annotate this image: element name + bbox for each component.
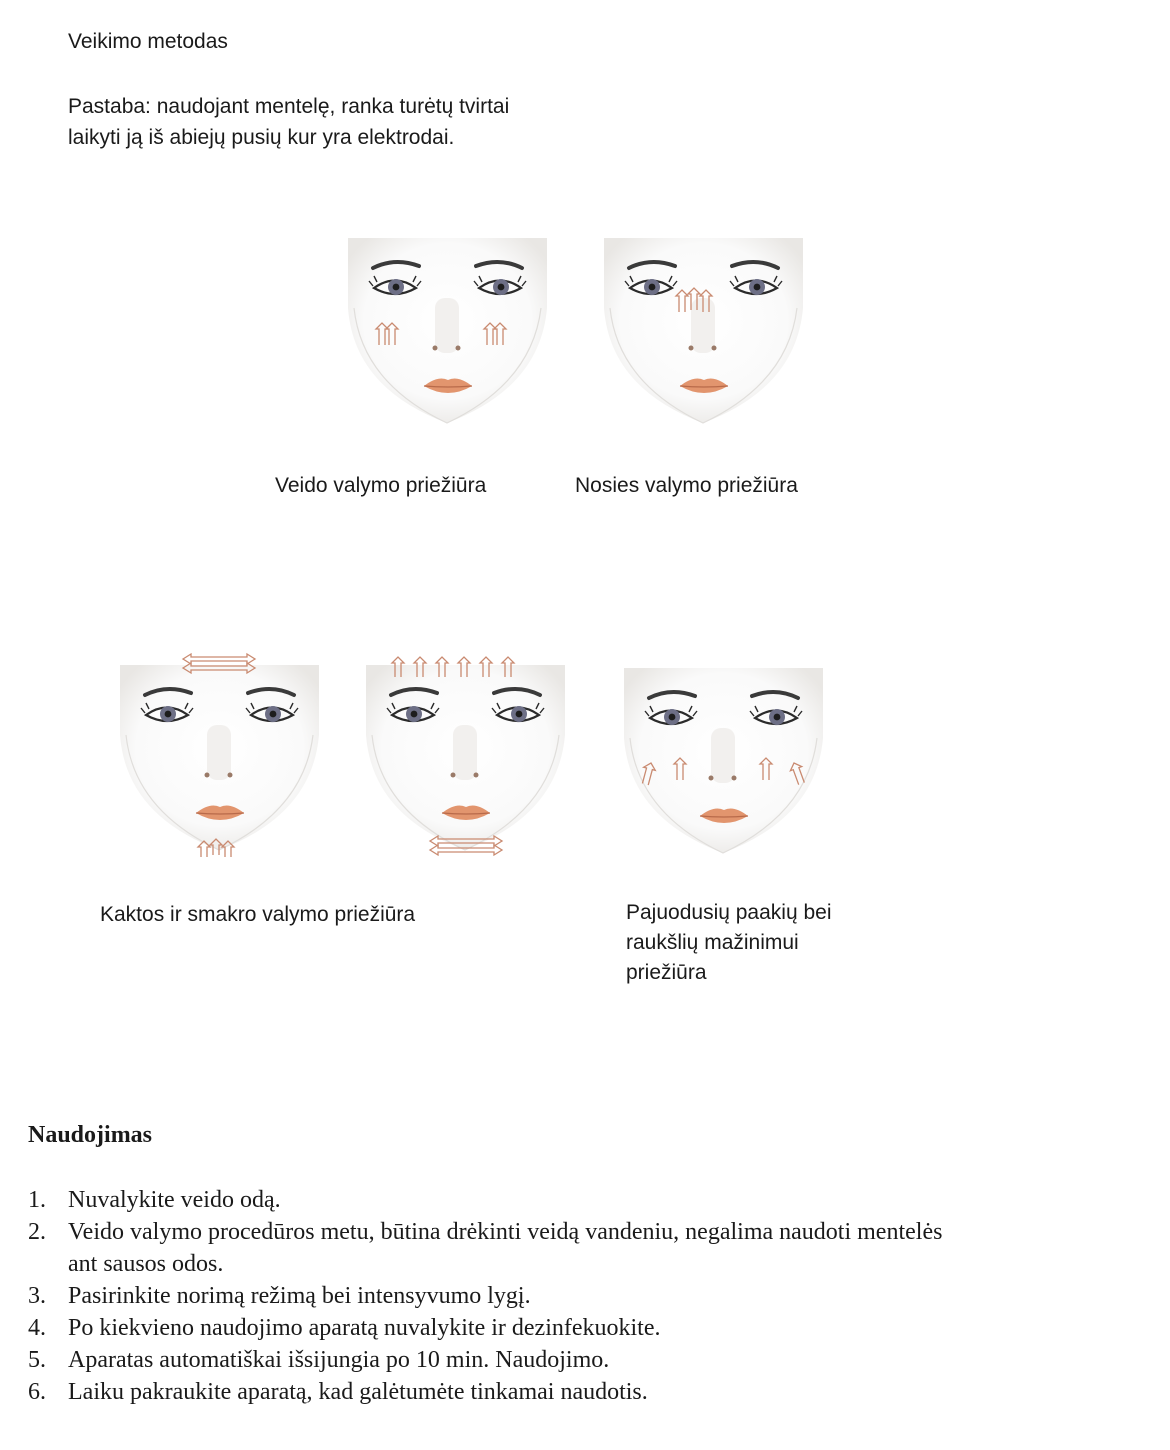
eye-wrinkle-caption-line: Pajuodusių paakių bei — [626, 901, 832, 924]
forehead-chin-illustration-2 — [358, 645, 573, 860]
eye-wrinkle-caption-line: raukšlių mažinimui — [626, 931, 799, 954]
nose-cleaning-caption: Nosies valymo priežiūra — [575, 474, 798, 497]
list-item — [28, 1184, 1138, 1216]
step-text: Laiku pakraukite aparatą, kad galėtumėte tinkamai naudotis. — [68, 1379, 648, 1405]
step-text: Veido valymo procedūros metu, būtina drėkinti veidą vandeniu, negalima naudoti mentelės — [68, 1219, 943, 1245]
eye-wrinkle-caption — [626, 898, 832, 988]
step-text: Aparatas automatiškai išsijungia po 10 min. Naudojimo. — [68, 1347, 610, 1373]
step-number: 3. — [28, 1283, 46, 1309]
usage-title: Naudojimas — [28, 1122, 153, 1148]
usage-note: Pastaba: naudojant mentelę, ranka turėtų tvirtai laikyti ją iš abiejų pusių kur yra elektrodai. — [68, 95, 510, 149]
list-item — [28, 1216, 1138, 1280]
forehead-chin-caption: Kaktos ir smakro valymo priežiūra — [100, 903, 416, 926]
list-item — [28, 1376, 1138, 1408]
step-text: Po kiekvieno naudojimo aparatą nuvalykite ir dezinfekuokite. — [68, 1315, 661, 1341]
step-number: 4. — [28, 1315, 46, 1341]
face-cleaning-caption: Veido valymo priežiūra — [275, 474, 487, 497]
step-number: 2. — [28, 1219, 46, 1245]
step-text: Nuvalykite veido odą. — [68, 1187, 281, 1213]
face-cleaning-illustration — [340, 218, 555, 433]
step-text: Pasirinkite norimą režimą bei intensyvumo lygį. — [68, 1283, 531, 1309]
step-number: 6. — [28, 1379, 46, 1405]
usage-steps-list — [28, 1184, 1138, 1408]
nose-cleaning-illustration — [596, 218, 811, 433]
eye-wrinkle-caption-line: priežiūra — [626, 961, 707, 984]
list-item — [28, 1312, 1138, 1344]
forehead-chin-illustration — [112, 645, 327, 860]
step-number: 1. — [28, 1187, 46, 1213]
eye-wrinkle-illustration — [616, 648, 831, 863]
list-item — [28, 1344, 1138, 1376]
step-text-continued: ant sausos odos. — [68, 1251, 224, 1277]
step-number: 5. — [28, 1347, 46, 1373]
section-heading: Veikimo metodas — [68, 30, 228, 53]
list-item — [28, 1280, 1138, 1312]
